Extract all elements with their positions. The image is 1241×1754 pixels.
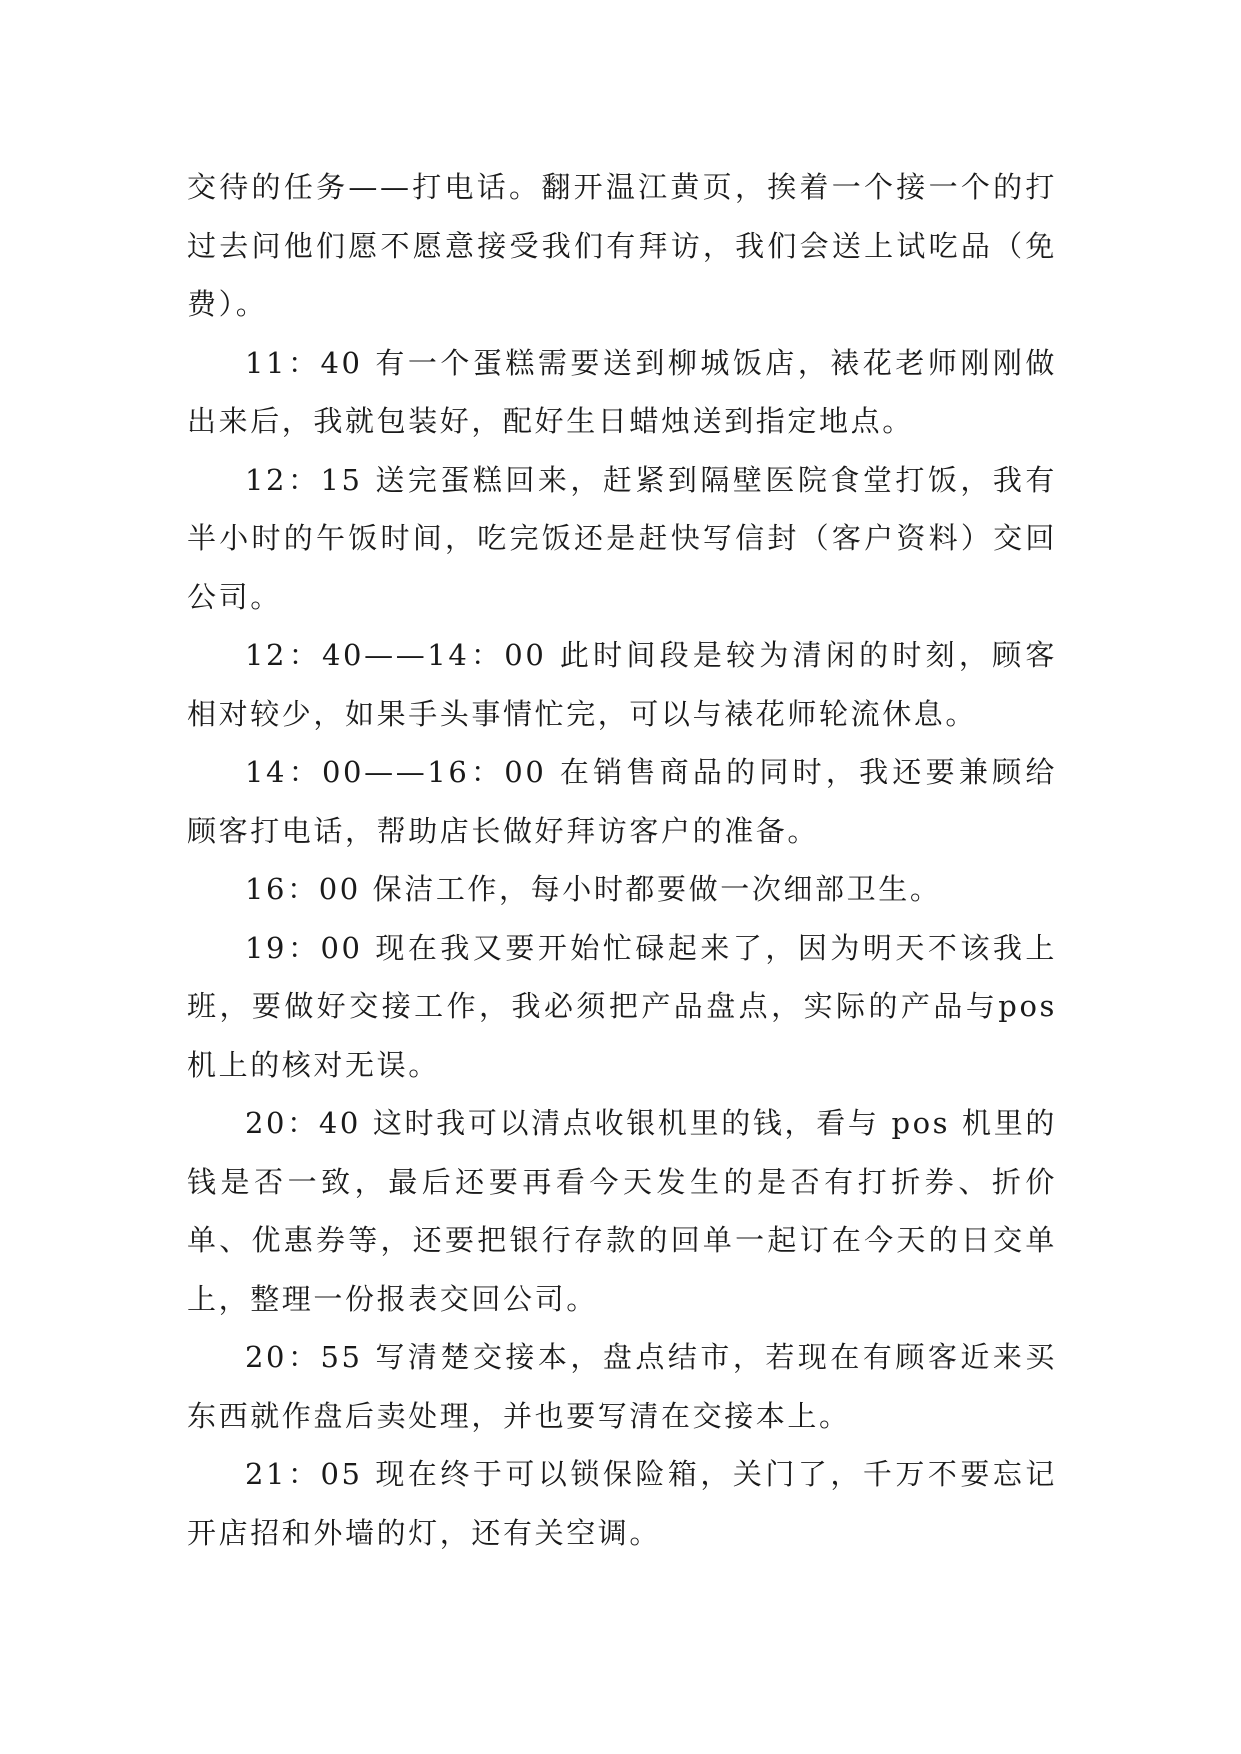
paragraph-task-calls: 交待的任务——打电话。翻开温江黄页，挨着一个接一个的打过去问他们愿不愿意接受我们有拜访，我们会送上试吃品（免费）。 — [187, 170, 1057, 321]
paragraph-1215: 12：15 送完蛋糕回来，赶紧到隔壁医院食堂打饭，我有半小时的午饭时间，吃完饭还是赶快写信封（客户资料）交回公司。 — [187, 462, 1057, 614]
paragraph-2055: 20：55 写清楚交接本，盘点结市，若现在有顾客近来买东西就作盘后卖处理，并也要写清在交接本上。 — [187, 1340, 1057, 1433]
document-body — [187, 158, 1057, 1562]
paragraph-1400-1600: 14：00——16：00 在销售商品的同时，我还要兼顾给顾客打电话，帮助店长做好拜访客户的准备。 — [187, 755, 1057, 848]
paragraph-1140: 11：40 有一个蛋糕需要送到柳城饭店，裱花老师刚刚做出来后，我就包装好，配好生日蜡烛送到指定地点。 — [187, 345, 1057, 438]
paragraph-2105: 21：05 现在终于可以锁保险箱，关门了，千万不要忘记开店招和外墙的灯，还有关空调。 — [187, 1457, 1057, 1550]
paragraph-1240-1400: 12：40——14：00 此时间段是较为清闲的时刻，顾客相对较少，如果手头事情忙完，可以与裱花师轮流休息。 — [187, 638, 1057, 731]
paragraph-1600: 16：00 保洁工作，每小时都要做一次细部卫生。 — [245, 872, 942, 906]
paragraph-1900: 19：00 现在我又要开始忙碌起来了，因为明天不该我上班，要做好交接工作，我必须把产品盘点，实际的产品与pos 机上的核对无误。 — [187, 930, 1057, 1082]
paragraph-2040: 20：40 这时我可以清点收银机里的钱，看与 pos 机里的钱是否一致，最后还要再看今天发生的是否有打折券、折价单、优惠券等，还要把银行存款的回单一起订在今天的日交单上，整理一份报表交回公司。 — [187, 1106, 1057, 1316]
